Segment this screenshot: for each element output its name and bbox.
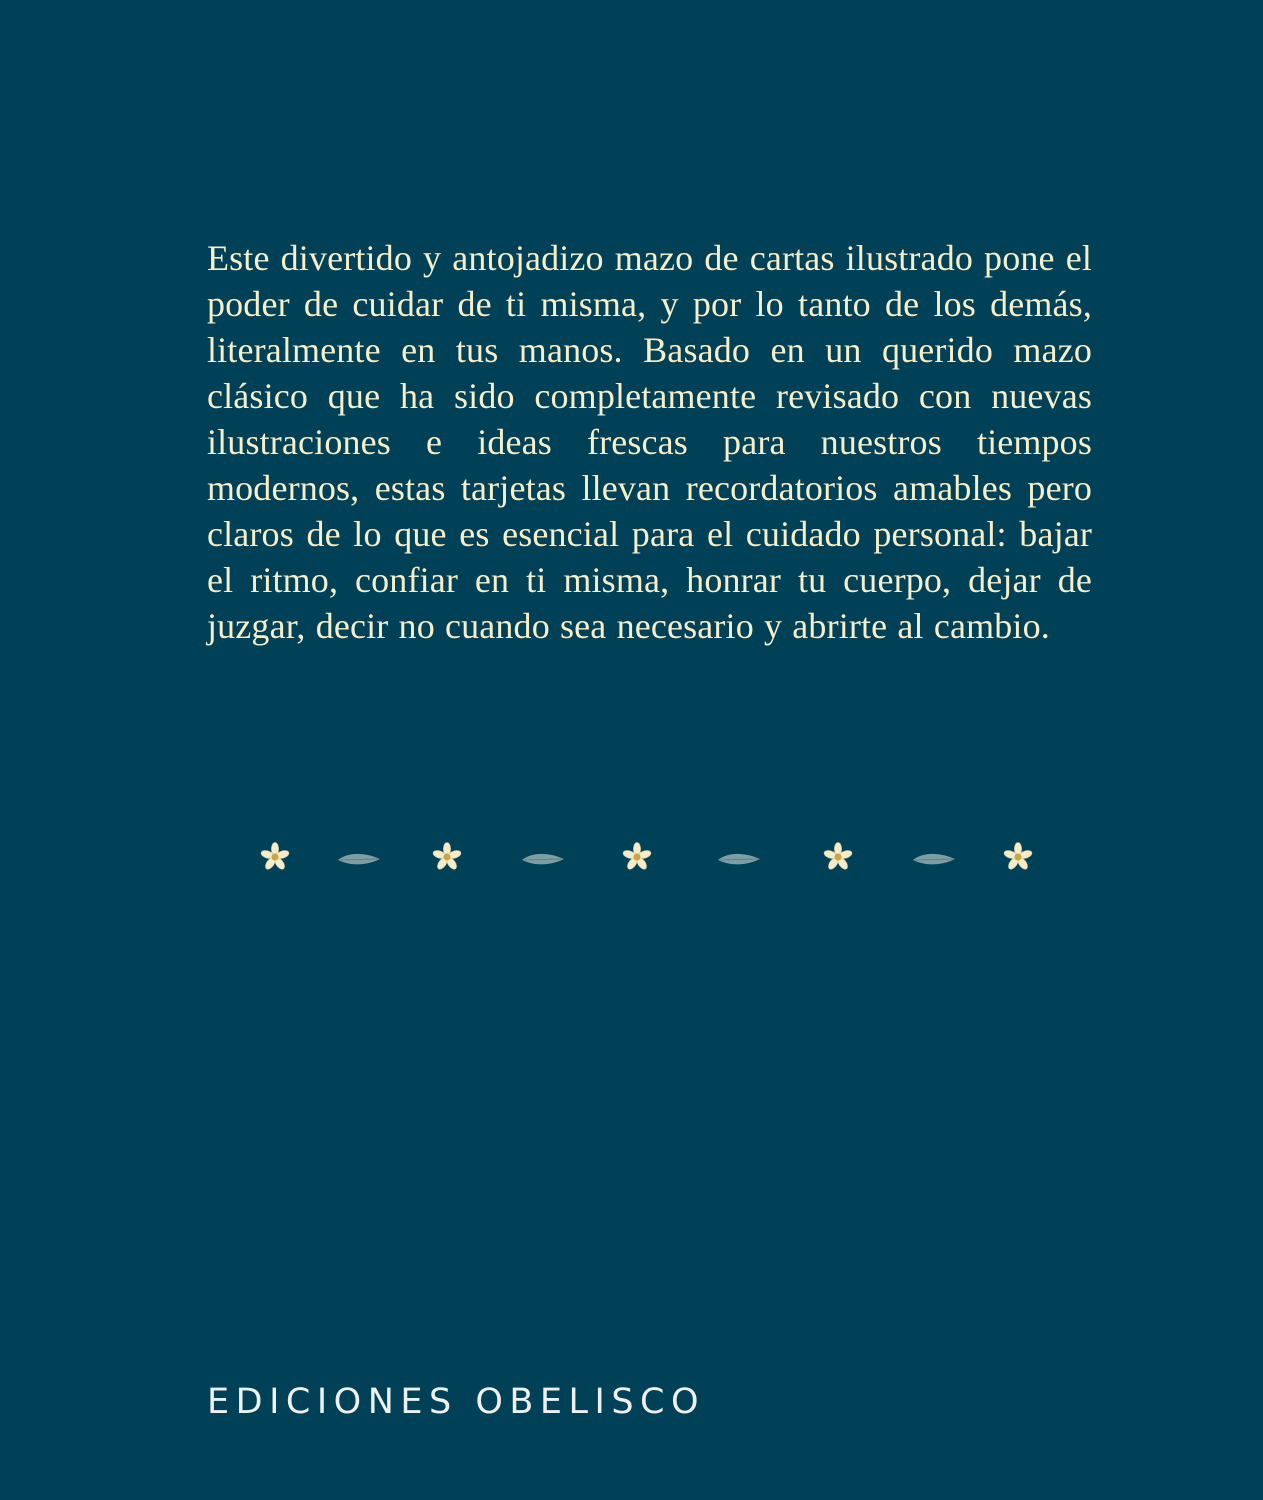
flower-icon [823,831,853,883]
flower-icon [432,831,462,883]
flower-icon [622,831,652,883]
leaf-icon [520,834,566,886]
ornament-divider [0,820,1263,880]
leaf-icon [716,834,762,886]
flower-icon [260,831,290,883]
leaf-icon [336,834,382,886]
flower-icon [1003,831,1033,883]
publisher-name: EDICIONES OBELISCO [207,1382,706,1422]
leaf-icon [911,834,957,886]
cover-description: Este divertido y antojadizo mazo de cartas ilustrado pone el poder de cuidar de ti misma, y por lo tanto de los demás, literalmente en tus manos. Basado en un querido mazo clásico que ha sido completamente revisado con nuevas ilustraciones e ideas frescas para nuestros tiempos modernos, estas tarjetas llevan recordatorios amables pero claros de lo que es esencial para el cuidado personal: bajar el ritmo, confiar en ti misma, honrar tu cuerpo, dejar de juzgar, decir no cuando sea necesario y abrirte al cambio. [207,238,1092,646]
